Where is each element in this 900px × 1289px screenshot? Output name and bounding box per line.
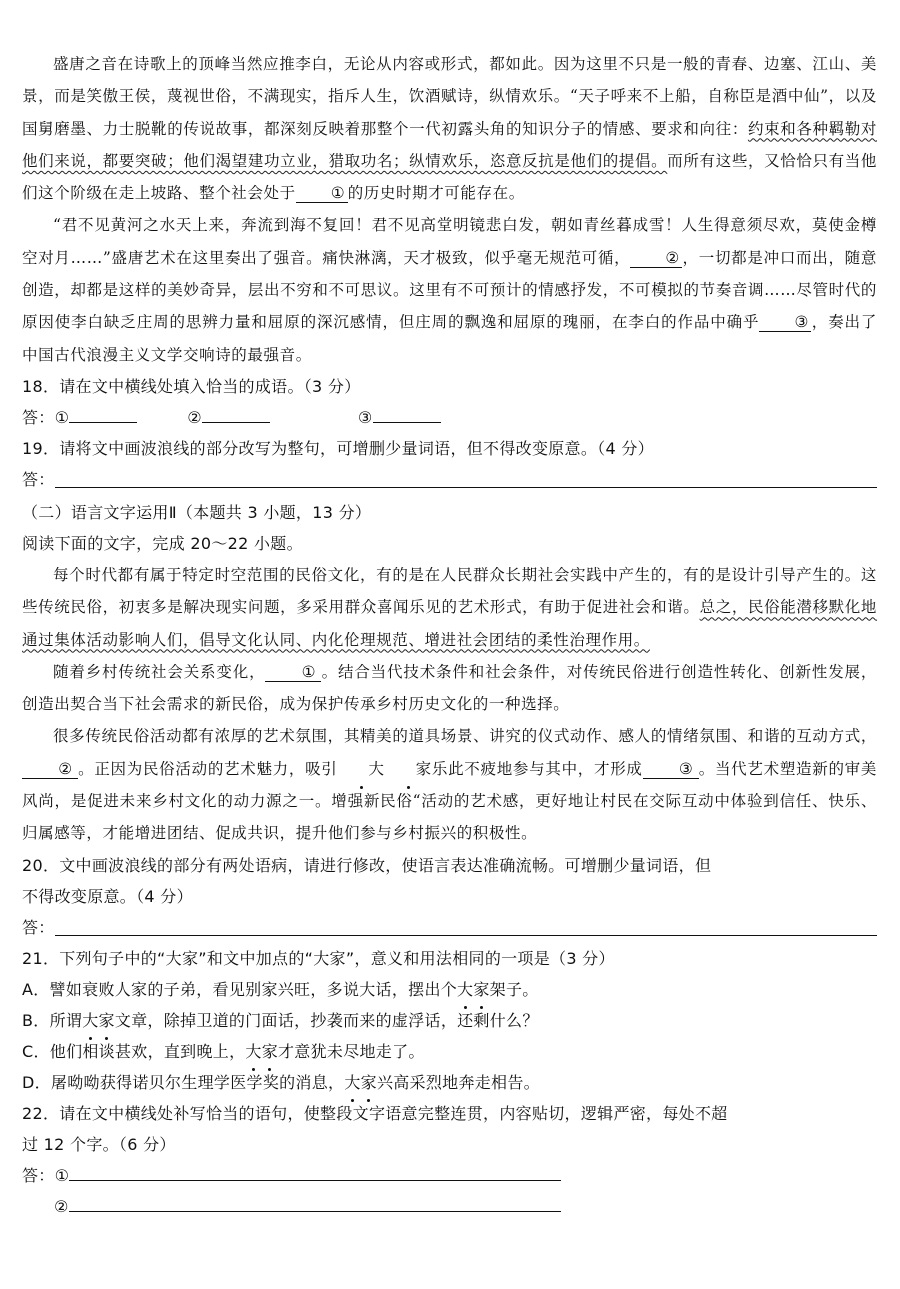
answer-line[interactable] — [55, 915, 877, 936]
option-text: 才意犹未尽地走了。 — [278, 1041, 425, 1061]
option-b[interactable] — [22, 1005, 877, 1036]
answer-line-3[interactable] — [373, 404, 441, 423]
passage2-text: 。结合当代技术条件和社会条件，对传统民俗进行创造性转化、创新性发展，创造出契合当下社会需求的新民俗，成为保护传承乡村历史文化的一种选择。 — [22, 662, 877, 714]
option-text: A．譬如衰败人家的子弟，看见别家兴旺，多说大话，摆出个 — [22, 979, 458, 999]
question-22-line2: 过 12 个字。（6 分） — [22, 1134, 176, 1154]
answer-item-1: ① — [54, 1165, 70, 1185]
dotted-char: 大 — [82, 1005, 98, 1036]
answer-line-2[interactable] — [202, 404, 270, 423]
question-22-line1: 22．请在文中横线处补写恰当的语句，使整段文字语意完整连贯，内容贴切，逻辑严密，每处不超 — [22, 1103, 728, 1123]
question-20-line1: 20．文中画波浪线的部分有两处语病，请进行修改，使语言表达准确流畅。可增删少量词语，但 — [22, 855, 712, 875]
option-d[interactable] — [22, 1067, 877, 1098]
passage1-text: ，奏出了中国古代浪漫主义文学交响诗的最强音。 — [22, 313, 877, 364]
passage2-paragraph3 — [22, 720, 877, 849]
passage2-text: 。正因为民俗活动的艺术魅力，吸引 — [78, 759, 338, 778]
passage1-text: 而所有这些，又恰恰只有当他们这个阶级在走上坡路、整个社会处于 — [22, 151, 877, 203]
passage2-text: 很多传统民俗活动都有浓厚的艺术氛围，其精美的道具场景、讲究的仪式动作、感人的情绪氛围、和谐的互动方式， — [53, 727, 877, 746]
option-text: 文章，除掉卫道的门面话，抄袭而来的虚浮话，还剩什么？ — [114, 1010, 539, 1030]
answer-item-2: ② — [54, 1196, 69, 1216]
option-text: 架子。 — [489, 979, 539, 999]
answer-label: 答： — [22, 1165, 55, 1185]
passage2-text: 乐此不疲地参与其中，才形成 — [431, 759, 643, 778]
option-text: C．他们相谈甚欢，直到晚上， — [22, 1041, 246, 1061]
fill-blank-1[interactable]: ① — [296, 184, 348, 203]
dotted-char: 家 — [473, 974, 489, 1005]
option-text: B．所谓 — [22, 1010, 83, 1030]
dotted-char: 大 — [245, 1036, 261, 1067]
dotted-char: 大 — [338, 753, 385, 785]
answer-label: 答： — [22, 407, 55, 427]
question-22-answer-1 — [22, 1160, 877, 1191]
answer-line[interactable] — [55, 467, 877, 488]
passage1-text: 的历史时期才可能存在。 — [347, 184, 525, 203]
dotted-char: 家 — [385, 753, 432, 785]
passage2-paragraph1 — [22, 559, 877, 656]
answer-item-2: ② — [187, 407, 202, 427]
passage2-paragraph2 — [22, 656, 877, 721]
question-22-answer-2 — [22, 1191, 877, 1222]
passage1-text: ，一切都是冲口而出，随意创造，却都是这样的美妙奇异，层出不穷和不可思议。这里有不可预计的情感抒发，不可模拟的节奏音调……尽管时代的原因使李白缺乏庄周的思辨力量和屈原的深沉感情，但庄周的飘逸和屈原的瑰丽，在李白的作品中确乎 — [22, 248, 877, 332]
question-18: 18．请在文中横线处填入恰当的成语。（3 分） — [22, 376, 361, 396]
passage2-text: 每个时代都有属于特定时空范围的民俗文化，有的是在人民群众长期社会实践中产生的，有的是设计引导产生的。这些传统民俗，初衷多是解决现实问题，多采用群众喜闻乐见的艺术形式，有助于促进社会和谐。 — [22, 565, 877, 617]
passage2-text: 随着乡村传统社会关系变化， — [53, 662, 266, 681]
question-18-answer-row — [22, 402, 877, 433]
option-text: 兴高采烈地奔走相告。 — [376, 1072, 540, 1092]
fill-blank-2[interactable]: ② — [630, 249, 682, 268]
dotted-char: 大 — [344, 1067, 360, 1098]
passage1-paragraph2 — [22, 209, 877, 370]
option-c[interactable] — [22, 1036, 877, 1067]
fill-blank-1[interactable]: ① — [265, 663, 321, 682]
question-19: 19．请将文中画波浪线的部分改写为整句，可增删少量词语，但不得改变原意。（4 分） — [22, 438, 654, 458]
section-instruction: 阅读下面的文字，完成 20～22 小题。 — [22, 533, 303, 553]
wavy-underlined-text: 约束和各种羁勒对他们来说，都要突破；他们渴望建功立业，猎取功名；纵情欢乐，恣意反抗是他们的提倡。 — [22, 119, 877, 170]
fill-blank-3[interactable]: ③ — [759, 313, 811, 332]
answer-label: 答： — [22, 469, 55, 489]
answer-line-1[interactable] — [69, 1162, 561, 1181]
option-a[interactable] — [22, 974, 877, 1005]
dotted-char: 家 — [99, 1005, 115, 1036]
question-21: 21．下列句子中的“大家”和文中加点的“大家”，意义和用法相同的一项是（3 分） — [22, 948, 615, 968]
fill-blank-2[interactable]: ② — [22, 760, 78, 779]
passage2-text: 。当代艺术塑造新的审美风尚，是促进未来乡村文化的动力源之一。增强新民俗“活动的艺术感，更好地让村民在交际互动中体验到信任、快乐、归属感等，才能增进团结、促成共识，提升他们参与乡村振兴的积极性。 — [22, 759, 877, 843]
passage1-text: 盛唐之音在诗歌上的顶峰当然应推李白，无论从内容或形式，都如此。因为这里不只是一般的青春、边塞、江山、美景，而是笑傲王侯，蔑视世俗，不满现实，指斥人生，饮酒赋诗，纵情欢乐。“天子呼来不上船，自称臣是酒中仙”，以及国舅磨墨、力士脱靴的传说故事，都深刻反映着那整个一代初露头角的知识分子的情感、要求和向往： — [22, 55, 877, 138]
question-20-line2: 不得改变原意。（4 分） — [22, 886, 193, 906]
dotted-char: 家 — [361, 1067, 377, 1098]
dotted-char: 家 — [262, 1036, 278, 1067]
passage1-paragraph1 — [22, 48, 877, 209]
question-19-answer-row — [22, 464, 877, 495]
answer-item-1: ① — [54, 407, 70, 427]
question-20-answer-row — [22, 912, 877, 943]
answer-label: 答： — [22, 917, 55, 937]
section-title: （二）语言文字运用Ⅱ（本题共 3 小题，13 分） — [22, 502, 372, 522]
dotted-char: 大 — [457, 974, 473, 1005]
exam-page — [22, 48, 877, 1222]
fill-blank-3[interactable]: ③ — [643, 760, 699, 779]
answer-item-3: ③ — [357, 407, 373, 427]
passage1-text: “君不见黄河之水天上来，奔流到海不复回！君不见高堂明镜悲白发，朝如青丝暮成雪！人生得意须尽欢，莫使金樽空对月……”盛唐艺术在这里奏出了强音。痛快淋漓，天才极致，似乎毫无规范可循， — [22, 216, 877, 267]
answer-line-1[interactable] — [69, 404, 137, 423]
wavy-underlined-text: 总之，民俗能潜移默化地通过集体活动影响人们，倡导文化认同、内化伦理规范、增进社会团结的柔性治理作用。 — [22, 598, 878, 649]
option-text: D．屠呦呦获得诺贝尔生理学医学奖的消息， — [22, 1072, 345, 1092]
answer-line-2[interactable] — [69, 1193, 561, 1212]
